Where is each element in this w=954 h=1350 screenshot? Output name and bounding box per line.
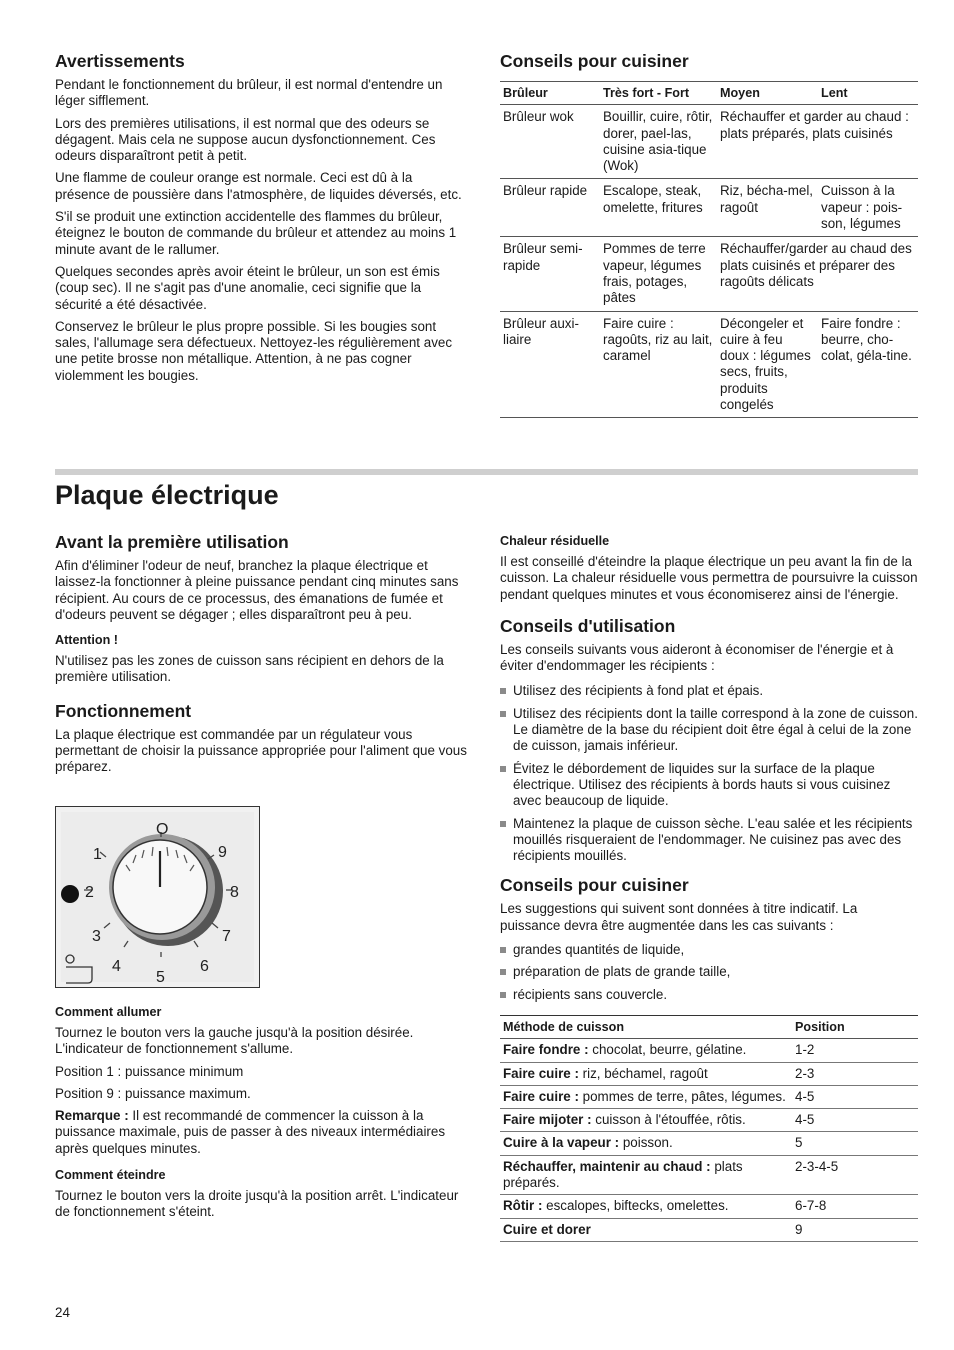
warning-paragraph: Une flamme de couleur orange est normale. Ceci est dû à la présence de poussière dans l'atmosphère, de liquides déversés, etc.	[55, 170, 462, 202]
method-rest: escalopes, biftecks, omelettes.	[542, 1198, 729, 1214]
method-cell	[500, 1195, 792, 1218]
table-row	[500, 1132, 918, 1155]
dial-label-8: 8	[230, 884, 239, 901]
method-cell	[500, 1218, 792, 1241]
gas-tips-title: Conseils pour cuisiner	[500, 51, 689, 71]
operation-instructions	[55, 1004, 469, 1227]
position-cell: 4-5	[792, 1085, 918, 1108]
electric-right-column	[500, 533, 918, 1242]
method-bold: Rôtir :	[503, 1198, 543, 1214]
electric-tips-intro: Les suggestions qui suivent sont données à titre indicatif. La puissance devra être augmentée dans les cas suivants :	[500, 901, 858, 933]
burner-slow: Cuisson à la vapeur : pois-son, légumes	[818, 179, 918, 237]
position-cell: 2-3-4-5	[792, 1155, 918, 1195]
usage-tips-intro: Les conseils suivants vous aideront à économiser de l'énergie et à éviter d'endommager les récipients :	[500, 641, 894, 674]
dial-label-9: 9	[218, 844, 227, 861]
table-header-row	[500, 82, 918, 105]
table-row	[500, 105, 918, 179]
control-knob-illustration	[55, 806, 260, 988]
list-item: préparation de plats de grande taille,	[500, 964, 918, 980]
turn-on-text: Tournez le bouton vers la gauche jusqu'à la position désirée. L'indicateur de fonctionnement s'allume.	[55, 1025, 414, 1057]
burner-name: Brûleur wok	[500, 105, 600, 179]
list-item: grandes quantités de liquide,	[500, 942, 918, 958]
method-bold: Faire mijoter :	[503, 1112, 592, 1128]
table-row	[500, 237, 918, 311]
burner-strong: Escalope, steak, omelette, fritures	[600, 179, 717, 237]
burner-strong: Bouillir, cuire, rôtir, dorer, pael-las, cuisine asia-tique (Wok)	[600, 105, 717, 179]
header-slow: Lent	[818, 82, 918, 105]
burner-medium-slow: Réchauffer et garder au chaud : plats préparés, plats cuisinés	[717, 105, 918, 179]
header-medium: Moyen	[717, 82, 818, 105]
attention-text: N'utilisez pas les zones de cuisson sans récipient en dehors de la première utilisation.	[55, 653, 444, 685]
burner-name: Brûleur auxi-liaire	[500, 311, 600, 418]
burner-name: Brûleur rapide	[500, 179, 600, 237]
electric-tips-list	[500, 942, 918, 1003]
warning-paragraph: S'il se produit une extinction accidentelle des flammes du brûleur, éteignez le bouton de commande du brûleur et attendez au moins 1 minute avant de le rallumer.	[55, 209, 457, 257]
header-position: Position	[792, 1015, 918, 1038]
table-row	[500, 1109, 918, 1132]
warnings-title: Avertissements	[55, 51, 185, 71]
method-cell	[500, 1155, 792, 1195]
table-row	[500, 1039, 918, 1062]
position-cell: 4-5	[792, 1109, 918, 1132]
warnings-section	[55, 50, 469, 390]
dial-label-7: 7	[222, 928, 231, 945]
method-cell	[500, 1085, 792, 1108]
method-rest: poisson.	[619, 1135, 673, 1151]
page-number: 24	[55, 1305, 70, 1320]
dial-label-6: 6	[200, 958, 209, 975]
list-item: récipients sans couvercle.	[500, 987, 918, 1003]
burner-medium: Décongeler et cuire à feu doux : légumes secs, fruits, produits congelés	[717, 311, 818, 418]
operation-title: Fonctionnement	[55, 700, 192, 721]
burner-strong: Faire cuire : ragoûts, riz au lait, caramel	[600, 311, 717, 418]
list-item: Utilisez des récipients à fond plat et épais.	[500, 683, 918, 699]
note-body: Il est recommandé de commencer la cuisson à la puissance maximale, puis de passer à des niveaux intermédiaires après quelques minutes.	[55, 1108, 446, 1156]
burner-medium-slow: Réchauffer/garder au chaud des plats cuisinés et préparer des ragoûts délicats	[717, 237, 918, 311]
residual-title: Chaleur résiduelle	[500, 534, 610, 548]
dial-label-5: 5	[156, 969, 165, 986]
header-burner: Brûleur	[500, 82, 600, 105]
position-cell: 2-3	[792, 1062, 918, 1085]
table-row	[500, 1085, 918, 1108]
table-row	[500, 179, 918, 237]
method-bold: Faire cuire :	[503, 1088, 579, 1104]
operation-text: La plaque électrique est commandée par un régulateur vous permettant de choisir la puissance appropriée pour l'aliment que vous préparez.	[55, 726, 467, 775]
burner-medium: Riz, bécha-mel, ragoût	[717, 179, 818, 237]
table-row	[500, 311, 918, 418]
position-cell: 5	[792, 1132, 918, 1155]
section-divider	[55, 469, 918, 475]
method-rest: riz, béchamel, ragoût	[578, 1065, 708, 1081]
header-strong: Très fort - Fort	[600, 82, 717, 105]
position-1-text: Position 1 : puissance minimum	[55, 1063, 244, 1079]
position-cell: 6-7-8	[792, 1195, 918, 1218]
warning-paragraph: Conservez le brûleur le plus propre possible. Si les bougies sont sales, l'allumage sera défectueux. Nettoyez-les régulièrement avec une petite brosse non métallique. Attention, à ne pas cogner violemment les bougies.	[55, 318, 453, 383]
dial-label-zero: O	[156, 821, 169, 838]
dial-label-2: 2	[85, 884, 94, 901]
electric-left-column	[55, 531, 469, 782]
knob-icon	[56, 807, 259, 987]
method-rest: cuisson à l'étouffée, rôtis.	[591, 1112, 746, 1128]
section-title: Plaque électrique	[55, 480, 279, 510]
note-text	[55, 1108, 469, 1157]
table-row	[500, 1062, 918, 1085]
position-cell: 9	[792, 1218, 918, 1241]
method-bold: Faire cuire :	[503, 1065, 579, 1081]
note-label: Remarque :	[55, 1108, 129, 1124]
method-rest: plats préparés.	[503, 1158, 743, 1191]
dial-label-3: 3	[92, 928, 101, 945]
method-rest: chocolat, beurre, gélatine.	[588, 1042, 747, 1058]
warning-paragraph: Lors des premières utilisations, il est normal que des odeurs se dégagent. Mais cela ne suppose aucun dysfonctionnement. Ces odeurs disparaîtront petit à petit.	[55, 115, 436, 164]
table-row	[500, 1195, 918, 1218]
burner-name: Brûleur semi-rapide	[500, 237, 600, 311]
table-row	[500, 1218, 918, 1241]
dial-label-1: 1	[93, 846, 102, 863]
method-rest: pommes de terre, pâtes, légumes.	[578, 1088, 786, 1104]
before-use-title: Avant la première utilisation	[55, 532, 289, 552]
warning-paragraph: Quelques secondes après avoir éteint le brûleur, un son est émis (coup sec). Il ne s'agit pas d'une anomalie, ceci signifie que la sécurité a été désactivée.	[55, 263, 440, 312]
attention-title: Attention !	[55, 633, 118, 648]
list-item: Évitez le débordement de liquides sur la surface de la plaque électrique. Utilisez des récipients à bords hauts si vous cuisinez avec beaucoup de liquide.	[500, 761, 918, 810]
burner-slow: Faire fondre : beurre, cho-colat, géla-tine.	[818, 311, 918, 418]
method-cell	[500, 1039, 792, 1062]
dial-label-4: 4	[112, 958, 121, 975]
list-item: Utilisez des récipients dont la taille correspond à la zone de cuisson. Le diamètre de la base du récipient doit être égal à celui de la zone de cuisson, jamais inférieur.	[500, 706, 918, 755]
list-item: Maintenez la plaque de cuisson sèche. L'eau salée et les récipients mouillés risqueraient de l'endommager. Ne cuisinez pas avec des récipients mouillés.	[500, 816, 918, 865]
position-cell: 1-2	[792, 1039, 918, 1062]
gas-tips-section	[500, 50, 918, 418]
before-use-text: Afin d'éliminer l'odeur de neuf, branchez la plaque électrique et laissez-la fonctionner à pleine puissance pendant cinq minutes sans récipient. Au cours de ce processus, des émanations de fumée et d'odeurs peuvent se dégager ; elles disparaîtront peu à peu.	[55, 558, 459, 622]
method-cell	[500, 1109, 792, 1132]
burner-table	[500, 81, 918, 418]
header-method: Méthode de cuisson	[500, 1015, 792, 1038]
method-cell	[500, 1132, 792, 1155]
usage-tips-list	[500, 683, 918, 864]
method-bold: Réchauffer, maintenir au chaud :	[503, 1158, 711, 1174]
turn-on-title: Comment allumer	[55, 1005, 162, 1019]
burner-strong: Pommes de terre vapeur, légumes frais, potages, pâtes	[600, 237, 717, 311]
method-bold: Cuire à la vapeur :	[503, 1135, 620, 1151]
method-bold: Faire fondre :	[503, 1042, 589, 1058]
cooking-method-table	[500, 1015, 918, 1242]
method-bold: Cuire et dorer	[503, 1221, 591, 1237]
turn-off-title: Comment éteindre	[55, 1168, 166, 1183]
table-row	[500, 1155, 918, 1195]
method-cell	[500, 1062, 792, 1085]
table-header-row	[500, 1015, 918, 1038]
electric-tips-title: Conseils pour cuisiner	[500, 875, 689, 896]
turn-off-text: Tournez le bouton vers la droite jusqu'à la position arrêt. L'indicateur de fonctionnement s'éteint.	[55, 1188, 459, 1220]
usage-tips-title: Conseils d'utilisation	[500, 615, 676, 636]
residual-text: Il est conseillé d'éteindre la plaque électrique un peu avant la fin de la cuisson. La chaleur résiduelle vous permettra de poursuivre la cuisson pendant quelques minutes et vous économiserez ainsi de l'énergie.	[500, 554, 918, 602]
warning-paragraph: Pendant le fonctionnement du brûleur, il est normal d'entendre un léger sifflement.	[55, 77, 443, 109]
position-9-text: Position 9 : puissance maximum.	[55, 1085, 251, 1101]
